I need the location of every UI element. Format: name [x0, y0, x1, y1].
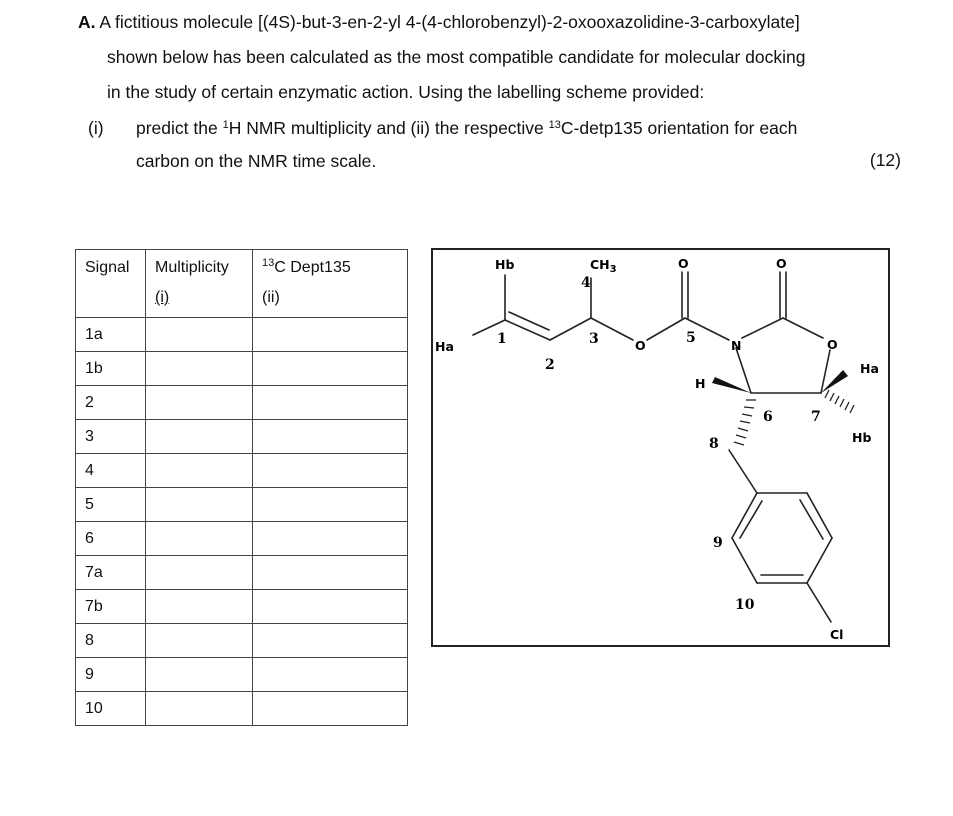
number-7: 7	[811, 409, 821, 425]
label-cl: Cl	[830, 627, 844, 642]
header-multiplicity-sub: (i)	[155, 289, 170, 306]
question-line-3: in the study of certain enzymatic action. Using the labelling scheme provided:	[107, 82, 705, 102]
part-i-mid: H NMR multiplicity and (ii) the respective	[228, 118, 549, 138]
dept-cell[interactable]	[253, 488, 408, 522]
table-row	[76, 318, 408, 352]
question-line-2: shown below has been calculated as the most compatible candidate for molecular docking	[107, 47, 806, 67]
multiplicity-cell[interactable]	[146, 590, 253, 624]
header-signal: Signal	[76, 250, 146, 318]
label-o-ester-carbonyl: O	[678, 256, 689, 271]
number-8: 8	[709, 436, 719, 452]
signal-cell: 7b	[76, 590, 146, 624]
question-line-4	[136, 117, 797, 139]
signal-cell: 5	[76, 488, 146, 522]
label-ha-right: Ha	[860, 361, 879, 376]
label-n: N	[731, 338, 742, 353]
number-10: 10	[735, 597, 755, 613]
table-row	[76, 386, 408, 420]
ring-bond-tr-inner	[800, 500, 823, 539]
bond-n-c6	[736, 348, 751, 393]
header-dept-sup: 13	[262, 257, 275, 269]
table-row	[76, 590, 408, 624]
label-ch3	[590, 257, 617, 275]
table-row	[76, 658, 408, 692]
multiplicity-cell[interactable]	[146, 658, 253, 692]
bond-ring-c-o	[783, 318, 823, 338]
signal-cell: 6	[76, 522, 146, 556]
dept-cell[interactable]	[253, 420, 408, 454]
number-4: 4	[581, 275, 591, 291]
label-ha-left: Ha	[435, 339, 454, 354]
header-dept-sub: (ii)	[262, 289, 280, 306]
bond-c2-c3	[550, 318, 591, 340]
number-6: 6	[763, 409, 773, 425]
bond-c1-c2	[505, 320, 550, 340]
ring-bond-tl-inner	[740, 501, 762, 538]
table-row	[76, 488, 408, 522]
ring-bond-br	[807, 538, 832, 583]
ring-bond-bl	[732, 538, 757, 583]
label-o-ring: O	[827, 337, 838, 352]
signal-cell: 10	[76, 692, 146, 726]
signal-cell: 2	[76, 386, 146, 420]
dept-cell[interactable]	[253, 454, 408, 488]
dept-cell[interactable]	[253, 692, 408, 726]
bond-o-c5	[647, 318, 685, 340]
question-letter: A.	[78, 12, 96, 32]
dept-cell[interactable]	[253, 386, 408, 420]
number-5: 5	[686, 330, 696, 346]
table-row	[76, 624, 408, 658]
molecule-figure	[431, 248, 890, 647]
multiplicity-cell[interactable]	[146, 386, 253, 420]
part-i-post: C-detp135 orientation for each	[560, 118, 798, 138]
number-9: 9	[713, 535, 723, 551]
table-row	[76, 522, 408, 556]
superscript-13: 13	[548, 119, 561, 131]
header-multiplicity-label: Multiplicity	[155, 259, 229, 276]
ring-bond-tr	[807, 493, 832, 538]
table-row	[76, 454, 408, 488]
part-i-marker: (i)	[88, 118, 104, 138]
multiplicity-cell[interactable]	[146, 624, 253, 658]
dept-cell[interactable]	[253, 556, 408, 590]
signal-cell: 1b	[76, 352, 146, 386]
multiplicity-cell[interactable]	[146, 318, 253, 352]
label-ch3-sub: 3	[609, 264, 617, 275]
header-multiplicity	[146, 250, 253, 318]
label-hb-top: Hb	[495, 257, 515, 272]
marks-label: (12)	[869, 150, 901, 170]
table-row	[76, 556, 408, 590]
superscript-1: 1	[222, 119, 229, 131]
number-3: 3	[589, 331, 599, 347]
label-h: H	[695, 376, 706, 391]
multiplicity-cell[interactable]	[146, 692, 253, 726]
multiplicity-cell[interactable]	[146, 556, 253, 590]
table-row	[76, 692, 408, 726]
dept-cell[interactable]	[253, 522, 408, 556]
wedge-bond-h	[712, 377, 751, 393]
dept-cell[interactable]	[253, 590, 408, 624]
hash-bond-c7-hb	[825, 390, 854, 413]
dept-cell[interactable]	[253, 318, 408, 352]
multiplicity-cell[interactable]	[146, 522, 253, 556]
number-2: 2	[545, 357, 555, 373]
bond-c1-c2-double	[509, 312, 549, 330]
dept-cell[interactable]	[253, 352, 408, 386]
table-header-row	[76, 250, 408, 318]
label-ch3-main: CH	[590, 257, 610, 272]
label-hb-right: Hb	[852, 430, 872, 445]
signal-cell: 8	[76, 624, 146, 658]
hash-bond-c6-c8	[734, 400, 756, 445]
signal-cell: 7a	[76, 556, 146, 590]
number-1: 1	[497, 331, 507, 347]
molecule-structure	[433, 250, 888, 645]
question-text-1: A fictitious molecule [(4S)-but-3-en-2-yl 4-(4-chlorobenzyl)-2-oxooxazolidine-3-carboxylate]	[99, 12, 800, 32]
part-i-pre: predict the	[136, 118, 223, 138]
multiplicity-cell[interactable]	[146, 420, 253, 454]
header-dept	[253, 250, 408, 318]
label-o-ester: O	[635, 338, 646, 353]
signal-cell: 4	[76, 454, 146, 488]
multiplicity-cell[interactable]	[146, 454, 253, 488]
bond-ring-cl	[807, 583, 831, 622]
header-dept-label: C Dept135	[274, 259, 351, 276]
signal-cell: 9	[76, 658, 146, 692]
label-o-ring-carbonyl: O	[776, 256, 787, 271]
question-line-1	[78, 11, 800, 33]
question-line-5: carbon on the NMR time scale.	[136, 151, 377, 171]
table-row	[76, 420, 408, 454]
table-row	[76, 352, 408, 386]
multiplicity-cell[interactable]	[146, 352, 253, 386]
dept-cell[interactable]	[253, 658, 408, 692]
dept-cell[interactable]	[253, 624, 408, 658]
signal-cell: 1a	[76, 318, 146, 352]
nmr-answer-table	[75, 249, 408, 726]
bond-n-c-ring	[742, 318, 783, 338]
signal-cell: 3	[76, 420, 146, 454]
bond-c8-ring	[729, 450, 757, 493]
multiplicity-cell[interactable]	[146, 488, 253, 522]
